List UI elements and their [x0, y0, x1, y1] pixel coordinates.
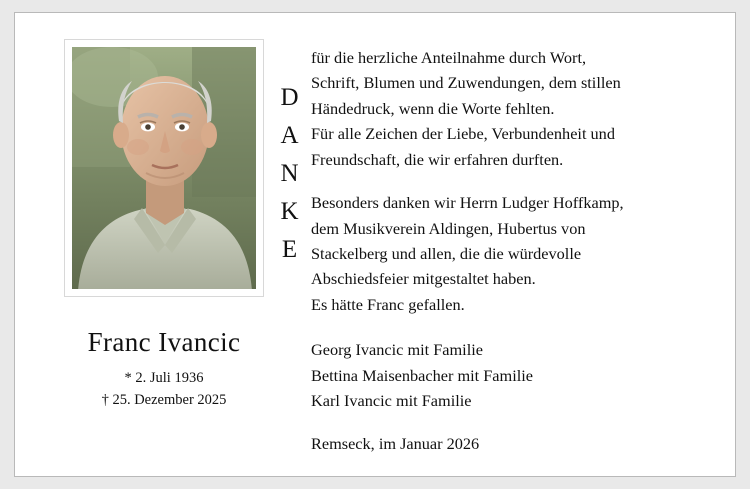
paragraph-line: Händedruck, wenn die Worte fehlten. — [311, 98, 555, 118]
death-date: † 25. Dezember 2025 — [101, 391, 227, 408]
left-column — [39, 39, 289, 412]
danke-letter-e: E — [281, 236, 299, 263]
paragraph-line: dem Musikverein Aldingen, Hubertus von — [311, 218, 586, 238]
paragraph-line: Schrift, Blumen und Zuwendungen, dem stillen — [311, 73, 621, 93]
danke-letter-n: N — [280, 160, 300, 187]
danke-letter-a: A — [280, 122, 300, 149]
danke-vertical-word — [270, 79, 310, 269]
family-line: Bettina Maisenbacher mit Familie — [311, 365, 533, 385]
deceased-name: Franc Ivancic — [87, 327, 241, 357]
danke-letter-k: K — [280, 198, 300, 225]
obituary-card — [14, 12, 736, 477]
paragraph-line: Abschiedsfeier mitgestaltet haben. — [311, 269, 536, 289]
paragraph-line: Freundschaft, die wir erfahren durften. — [311, 149, 564, 169]
right-column — [311, 45, 717, 457]
life-dates — [39, 368, 289, 412]
portrait-photo-elderly-man — [72, 47, 256, 289]
paragraph-line: für die herzliche Anteilnahme durch Wort, — [311, 48, 587, 67]
danke-letter-d: D — [280, 84, 300, 111]
thanks-paragraph-1 — [311, 45, 717, 172]
photo-frame — [64, 39, 264, 297]
place-and-date: Remseck, im Januar 2026 — [311, 434, 480, 454]
paragraph-line: Für alle Zeichen der Liebe, Verbundenheit und — [311, 124, 615, 144]
birth-date: * 2. Juli 1936 — [124, 370, 204, 386]
paragraph-line: Besonders danken wir Herrn Ludger Hoffkamp, — [311, 193, 624, 213]
family-line: Georg Ivancic mit Familie — [311, 340, 483, 360]
paragraph-line: Es hätte Franc gefallen. — [311, 294, 465, 314]
family-signatures — [311, 337, 717, 413]
family-line: Karl Ivancic mit Familie — [311, 391, 472, 411]
paragraph-line: Stackelberg und allen, die die würdevolle — [311, 243, 582, 263]
portrait-illustration — [72, 47, 256, 289]
thanks-paragraph-2 — [311, 190, 717, 317]
